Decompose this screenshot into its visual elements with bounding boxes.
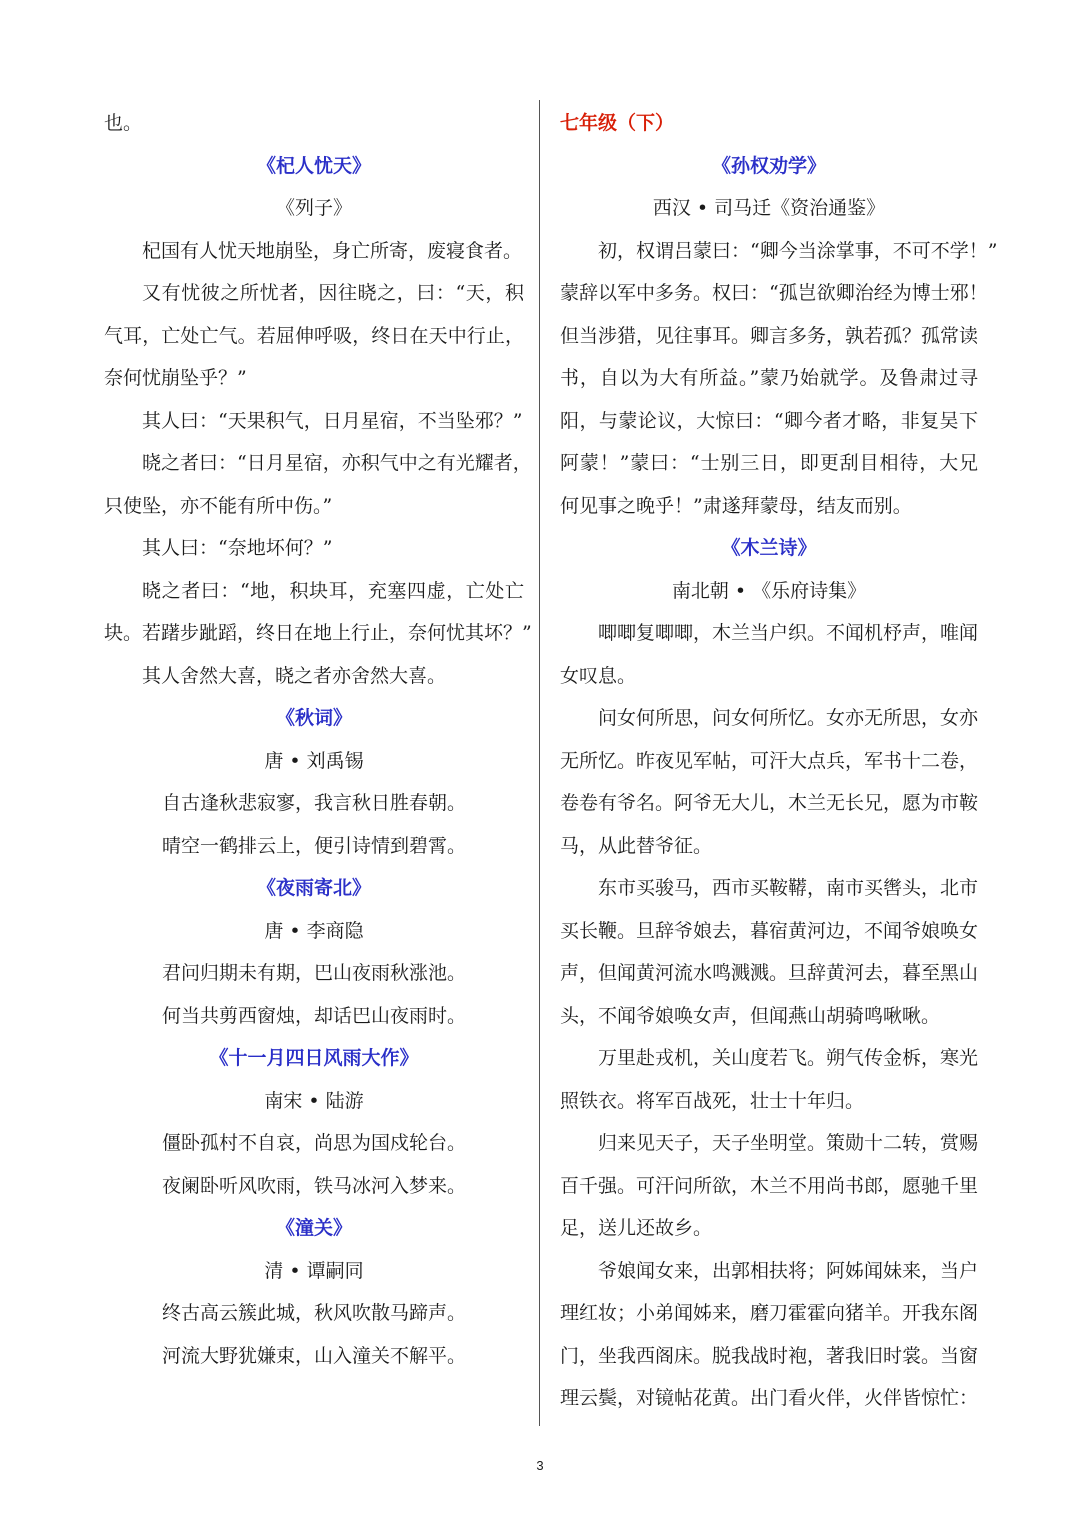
paragraph-line: 其人舍然大喜，晓之者亦舍然大喜。 — [142, 664, 447, 687]
poem-line: 僵卧孤村不自哀，尚思为国戍轮台。 — [161, 1132, 466, 1154]
paragraph-line: 买长鞭。旦辞爷娘去，暮宿黄河边，不闻爷娘唤女 — [560, 919, 979, 942]
paragraph-line: 气耳，亡处亡气。若屈伸呼吸，终日在天中行止， — [104, 324, 524, 347]
poem-title: 《秋词》 — [275, 707, 352, 729]
paragraph-line: 百千强。可汗问所欲，木兰不用尚书郎，愿驰千里 — [560, 1174, 979, 1197]
poem-title: 《十一月四日风雨大作》 — [209, 1047, 419, 1069]
paragraph-line: 但当涉猎，见往事耳。卿言多务，孰若孤？孤常读 — [560, 324, 979, 347]
paragraph-line: 卷卷有爷名。阿爷无大儿，木兰无长兄，愿为市鞍 — [560, 792, 979, 814]
poem-line: 河流大野犹嫌束，山入潼关不解平。 — [161, 1344, 466, 1367]
paragraph-line: 头，不闻爷娘唤女声，但闻燕山胡骑鸣啾啾。 — [560, 1004, 941, 1027]
author-line: 南宋 • 陆游 — [264, 1089, 364, 1112]
paragraph-line: 唧唧复唧唧，木兰当户织。不闻机杼声，唯闻 — [598, 622, 979, 644]
paragraph-line: 晓之者曰：“日月星宿，亦积气中之有光耀者， — [142, 452, 532, 474]
poem-line: 晴空一鹤排云上，便引诗情到碧霄。 — [161, 834, 466, 857]
paragraph-line: 块。若躇步跐蹈，终日在地上行止，奈何忧其坏？” — [104, 622, 532, 644]
paragraph-line: 无所忆。昨夜见军帖，可汗大点兵，军书十二卷， — [560, 749, 979, 772]
paragraph-line: 阿蒙！”蒙曰：“士别三日，即更刮目相待，大兄 — [560, 452, 978, 474]
right-column — [560, 102, 998, 1420]
paragraph-line: 理云鬓，对镜帖花黄。出门看火伴，火伴皆惊忙： — [560, 1387, 979, 1409]
paragraph-line: 理红妆；小弟闻姊来，磨刀霍霍向猪羊。开我东阁 — [560, 1302, 979, 1324]
paragraph-line: 也。 — [104, 112, 143, 134]
paragraph-line: 只使坠，亦不能有所中伤。” — [104, 494, 333, 517]
paragraph-line: 马，从此替爷征。 — [560, 834, 713, 857]
paragraph-line: 其人曰：“奈地坏何？” — [142, 537, 333, 559]
page-number: 3 — [536, 1458, 544, 1473]
paragraph-line: 女叹息。 — [560, 664, 637, 687]
author-line: 南北朝 • 《乐府诗集》 — [671, 579, 867, 602]
poem-title: 《木兰诗》 — [721, 537, 817, 559]
paragraph-line: 足，送儿还故乡。 — [560, 1217, 713, 1239]
poem-title: 《夜雨寄北》 — [256, 877, 371, 899]
paragraph-line: 晓之者曰：“地，积块耳，充塞四虚，亡处亡 — [142, 579, 524, 602]
paragraph-line: 初，权谓吕蒙曰：“卿今当涂掌事，不可不学！” — [598, 239, 998, 262]
poem-line: 终古高云簇此城，秋风吹散马蹄声。 — [161, 1302, 466, 1324]
paragraph-line: 何见事之晚乎！”肃遂拜蒙母，结友而别。 — [560, 494, 912, 517]
column-divider — [539, 100, 540, 1426]
paragraph-line: 爷娘闻女来，出郭相扶将；阿姊闻妹来，当户 — [598, 1259, 979, 1282]
poem-line: 自古逢秋悲寂寥，我言秋日胜春朝。 — [161, 792, 466, 814]
paragraph-line: 其人曰：“天果积气，日月星宿，不当坠邪？” — [142, 409, 523, 432]
poem-line: 夜阑卧听风吹雨，铁马冰河入梦来。 — [161, 1174, 466, 1197]
poem-line: 何当共剪西窗烛，却话巴山夜雨时。 — [161, 1004, 466, 1027]
paragraph-line: 万里赴戎机，关山度若飞。朔气传金柝，寒光 — [598, 1047, 979, 1069]
author-line: 西汉 • 司马迁《资治通鉴》 — [652, 197, 886, 219]
author-line: 清 • 谭嗣同 — [264, 1259, 364, 1282]
paragraph-line: 书，自以为大有所益。”蒙乃始就学。及鲁肃过寻 — [560, 367, 978, 389]
paragraph-line: 门，坐我西阁床。脱我战时袍，著我旧时裳。当窗 — [560, 1344, 979, 1367]
grade-heading: 七年级（下） — [560, 112, 675, 134]
paragraph-line: 杞国有人忧天地崩坠，身亡所寄，废寝食者。 — [142, 239, 523, 262]
paragraph-line: 又有忧彼之所忧者，因往晓之，曰：“天，积 — [142, 282, 524, 304]
paragraph-line: 声，但闻黄河流水鸣溅溅。旦辞黄河去，暮至黑山 — [560, 962, 979, 984]
paragraph-line: 蒙辞以军中多务。权曰：“孤岂欲卿治经为博士邪！ — [560, 282, 988, 304]
poem-title: 《杞人忧天》 — [256, 154, 371, 177]
paragraph-line: 东市买骏马，西市买鞍鞯，南市买辔头，北市 — [598, 877, 979, 899]
paragraph-line: 归来见天子，天子坐明堂。策勋十二转，赏赐 — [598, 1132, 979, 1154]
author-line: 唐 • 刘禹锡 — [264, 749, 364, 772]
poem-title: 《潼关》 — [275, 1217, 352, 1239]
paragraph-line: 照铁衣。将军百战死，壮士十年归。 — [560, 1089, 865, 1112]
author-line: 《列子》 — [275, 197, 352, 219]
paragraph-line: 奈何忧崩坠乎？” — [104, 367, 247, 389]
author-line: 唐 • 李商隐 — [264, 919, 364, 942]
paragraph-line: 问女何所思，问女何所忆。女亦无所思，女亦 — [598, 707, 979, 729]
poem-line: 君问归期未有期，巴山夜雨秋涨池。 — [161, 962, 466, 984]
left-column — [104, 102, 532, 1377]
poem-title: 《孙权劝学》 — [711, 154, 826, 177]
paragraph-line: 阳，与蒙论议，大惊曰：“卿今者才略，非复吴下 — [560, 409, 978, 432]
